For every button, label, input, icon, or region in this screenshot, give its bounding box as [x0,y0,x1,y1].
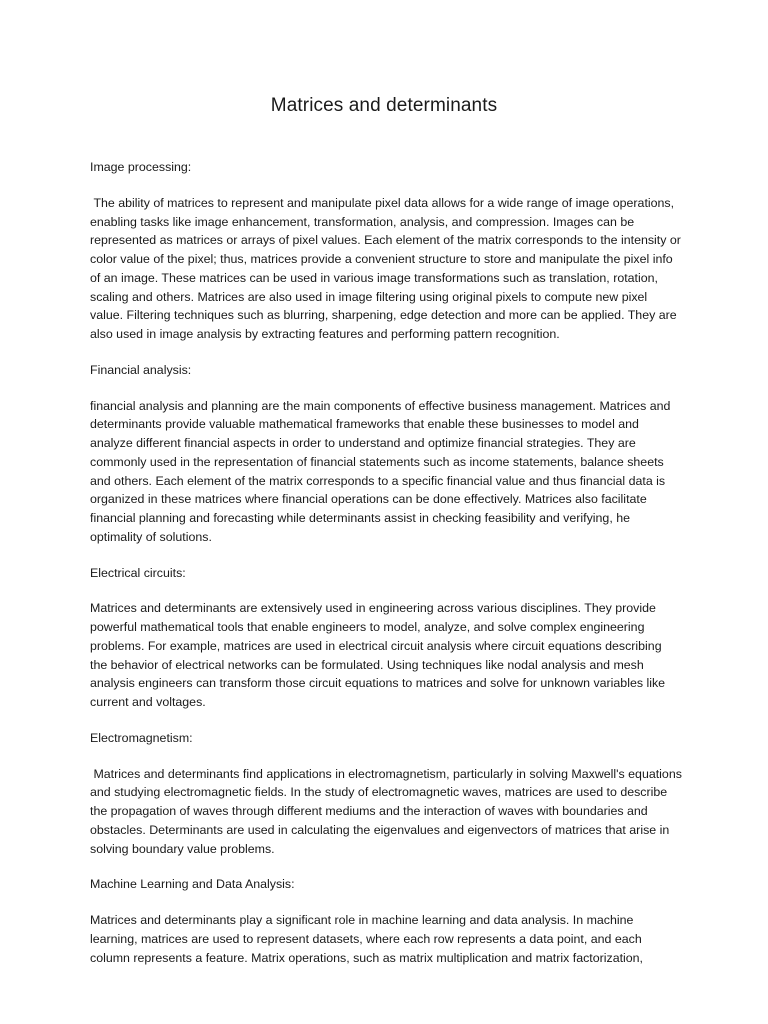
section-image-processing [90,158,685,344]
section-heading: Image processing: [90,160,192,174]
section-paragraph: Matrices and determinants are extensively used in engineering across various disciplines. They provide powerful mathematical tools that enable engineers to model, analyze, and solve complex engineering problems. For example, matrices are used in electrical circuit analysis where circuit equations describing the behavior of electrical networks can be formulated. Using techniques like nodal analysis and mesh analysis engineers can transform those circuit equations to matrices and solve for unknown variables like current and voltages. [90,601,669,709]
section-heading: Financial analysis: [90,362,192,377]
section-paragraph: financial analysis and planning are the main components of effective business management. Matrices and determinants provide valuable mathematical frameworks that enable these businesses to model and analyze different financial aspects in order to understand and optimize financial strategies. They are commonly used in the representation of financial statements such as income statements, balance sheets and others. Each element of the matrix corresponds to a specific financial value and thus financial data is organized in these matrices where financial operations can be done effectively. Matrices also facilitate financial planning and forecasting while determinants assist in checking feasibility and verifying, he optimality of solutions. [90,398,674,544]
section-electrical-circuits [90,564,682,712]
section-paragraph: The ability of matrices to represent and manipulate pixel data allows for a wide range of image operations, enabling tasks like image enhancement, transformation, analysis, and compression. Images can be represented as matrices or arrays of pixel values. Each element of the matrix corresponds to the intensity or color value of the pixel; thus, matrices provide a convenient structure to store and manipulate the pixel info of an image. These matrices can be used in various image transformations such as translation, rotation, scaling and others. Matrices are also used in image filtering using original pixels to compute new pixel value. Filtering techniques such as blurring, sharpening, edge detection and more can be applied. They are also used in image analysis by extracting features and performing pattern recognition. [90,195,685,341]
section-electromagnetism [90,729,686,859]
section-machine-learning [90,875,682,967]
section-heading: Machine Learning and Data Analysis: [90,877,295,892]
document-title: Matrices and determinants [270,95,498,116]
section-paragraph: Matrices and determinants play a significant role in machine learning and data analysis. In machine learning, matrices are used to represent datasets, where each row represents a data point, and each column represents a feature. Matrix operations, such as matrix multiplication and matrix factorization, [90,913,646,965]
section-financial-analysis [90,361,682,547]
section-heading: Electromagnetism: [90,730,193,745]
document-body [90,158,686,984]
section-paragraph: Matrices and determinants find applications in electromagnetism, particularly in solving Maxwell's equations and studying electromagnetic fields. In the study of electromagnetic waves, matrices are used to describe the propagation of waves through different mediums and the interaction of waves with boundaries and obstacles. Determinants are used in calculating the eigenvalues and eigenvectors of matrices that arise in solving boundary value problems. [90,766,686,856]
section-heading: Electrical circuits: [90,565,186,580]
